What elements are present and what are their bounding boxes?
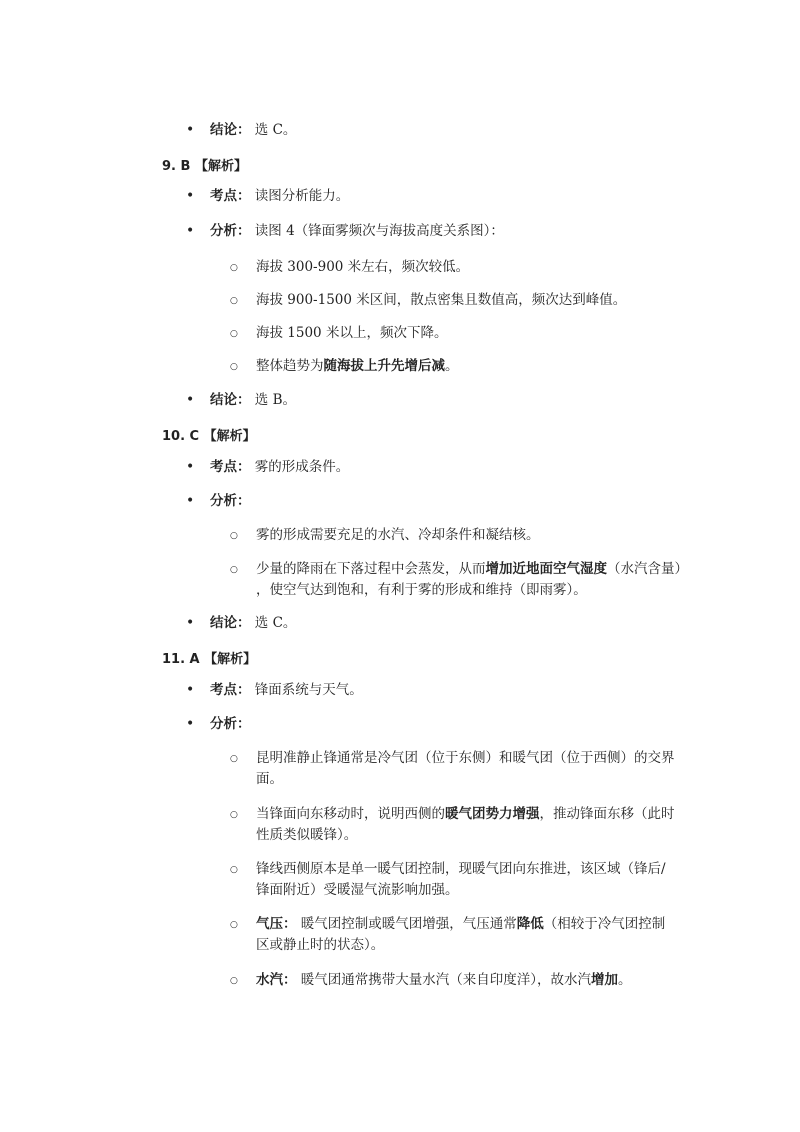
- label: 分析：: [210, 223, 251, 239]
- emphasis: 暖气团势力增强: [445, 806, 540, 822]
- label: 结论：: [210, 615, 251, 631]
- q9-item-4: [256, 357, 459, 375]
- q9-conclusion: [210, 391, 296, 409]
- circle-bullet-icon: ○: [230, 920, 238, 930]
- text: 读图分析能力。: [254, 188, 350, 204]
- q8-conclusion: [210, 121, 296, 139]
- text: （相较于冷气团控制: [543, 916, 666, 932]
- bullet-icon: •: [186, 615, 195, 631]
- bullet-icon: •: [186, 682, 195, 698]
- circle-bullet-icon: ○: [230, 296, 238, 306]
- q9-point: [210, 187, 349, 205]
- q11-item-2-cont: 性质类似暖锋）。: [256, 827, 358, 843]
- text: 选 B。: [254, 392, 297, 408]
- label: 分析：: [210, 493, 251, 509]
- label: 结论：: [210, 392, 251, 408]
- q10-item-2: [256, 560, 688, 578]
- q11-point: [210, 681, 363, 699]
- text: 读图 4（锋面雾频次与海拔高度关系图）：: [254, 223, 504, 239]
- text: 当锋面向东移动时，说明西侧的: [256, 806, 445, 822]
- q10-point: [210, 458, 349, 476]
- q11-heading: 11. A 【解析】: [162, 652, 257, 667]
- circle-bullet-icon: ○: [230, 754, 238, 764]
- text: 少量的降雨在下落过程中会蒸发，从而: [256, 561, 486, 577]
- q11-item-5: [256, 971, 632, 989]
- circle-bullet-icon: ○: [230, 263, 238, 273]
- emphasis: 随海拔上升先增后减: [323, 358, 445, 374]
- label: 结论：: [210, 122, 251, 138]
- emphasis: 降低: [516, 916, 544, 932]
- q9-item-2: 海拔 900-1500 米区间，散点密集且数值高，频次达到峰值。: [256, 292, 627, 308]
- label: 考点：: [210, 459, 251, 475]
- text: 选 C。: [254, 122, 297, 138]
- label: 考点：: [210, 188, 251, 204]
- label: 水汽：: [256, 972, 297, 988]
- text: ，推动锋面东移（此时: [539, 806, 675, 822]
- bullet-icon: •: [186, 188, 195, 204]
- circle-bullet-icon: ○: [230, 362, 238, 372]
- text: 雾的形成条件。: [254, 459, 350, 475]
- circle-bullet-icon: ○: [230, 531, 238, 541]
- q11-item-1: 昆明准静止锋通常是冷气团（位于东侧）和暖气团（位于西侧）的交界: [256, 750, 675, 766]
- emphasis: 增加: [591, 972, 619, 988]
- label: 考点：: [210, 682, 251, 698]
- q10-conclusion: [210, 614, 296, 632]
- q10-analysis: [210, 492, 251, 510]
- circle-bullet-icon: ○: [230, 329, 238, 339]
- q11-item-3: 锋线西侧原本是单一暖气团控制，现暖气团向东推进，该区域（锋后/: [256, 861, 666, 877]
- text: 。: [445, 358, 459, 374]
- bullet-icon: •: [186, 459, 195, 475]
- q10-item-2-cont: ，使空气达到饱和，有利于雾的形成和维持（即雨雾）。: [256, 582, 587, 598]
- text: 暖气团通常携带大量水汽（来自印度洋），故水汽: [300, 972, 592, 988]
- q10-heading: 10. C 【解析】: [162, 429, 256, 444]
- text: （水汽含量）: [607, 561, 688, 577]
- q9-analysis: [210, 222, 504, 240]
- q11-item-1-cont: 面。: [256, 771, 283, 787]
- text: 。: [618, 972, 632, 988]
- circle-bullet-icon: ○: [230, 565, 238, 575]
- q11-item-4-cont: 区或静止时的状态）。: [256, 937, 385, 953]
- circle-bullet-icon: ○: [230, 810, 238, 820]
- q11-item-4: [256, 915, 665, 933]
- q10-item-1: 雾的形成需要充足的水汽、冷却条件和凝结核。: [256, 527, 540, 543]
- text: 锋面系统与天气。: [254, 682, 363, 698]
- q9-item-1: 海拔 300-900 米左右，频次较低。: [256, 259, 470, 275]
- q11-item-2: [256, 805, 675, 823]
- text: 整体趋势为: [256, 358, 324, 374]
- text: 暖气团控制或暖气团增强，气压通常: [300, 916, 517, 932]
- label: 气压：: [256, 916, 297, 932]
- bullet-icon: •: [186, 223, 195, 239]
- emphasis: 增加近地面空气湿度: [485, 561, 607, 577]
- q11-analysis: [210, 715, 251, 733]
- circle-bullet-icon: ○: [230, 976, 238, 986]
- q11-item-3-cont: 锋面附近）受暖湿气流影响加强。: [256, 882, 459, 898]
- bullet-icon: •: [186, 122, 195, 138]
- q9-item-3: 海拔 1500 米以上，频次下降。: [256, 325, 448, 341]
- bullet-icon: •: [186, 716, 195, 732]
- circle-bullet-icon: ○: [230, 865, 238, 875]
- text: 选 C。: [254, 615, 297, 631]
- q9-heading: 9. B 【解析】: [162, 159, 247, 174]
- bullet-icon: •: [186, 493, 195, 509]
- bullet-icon: •: [186, 392, 195, 408]
- label: 分析：: [210, 716, 251, 732]
